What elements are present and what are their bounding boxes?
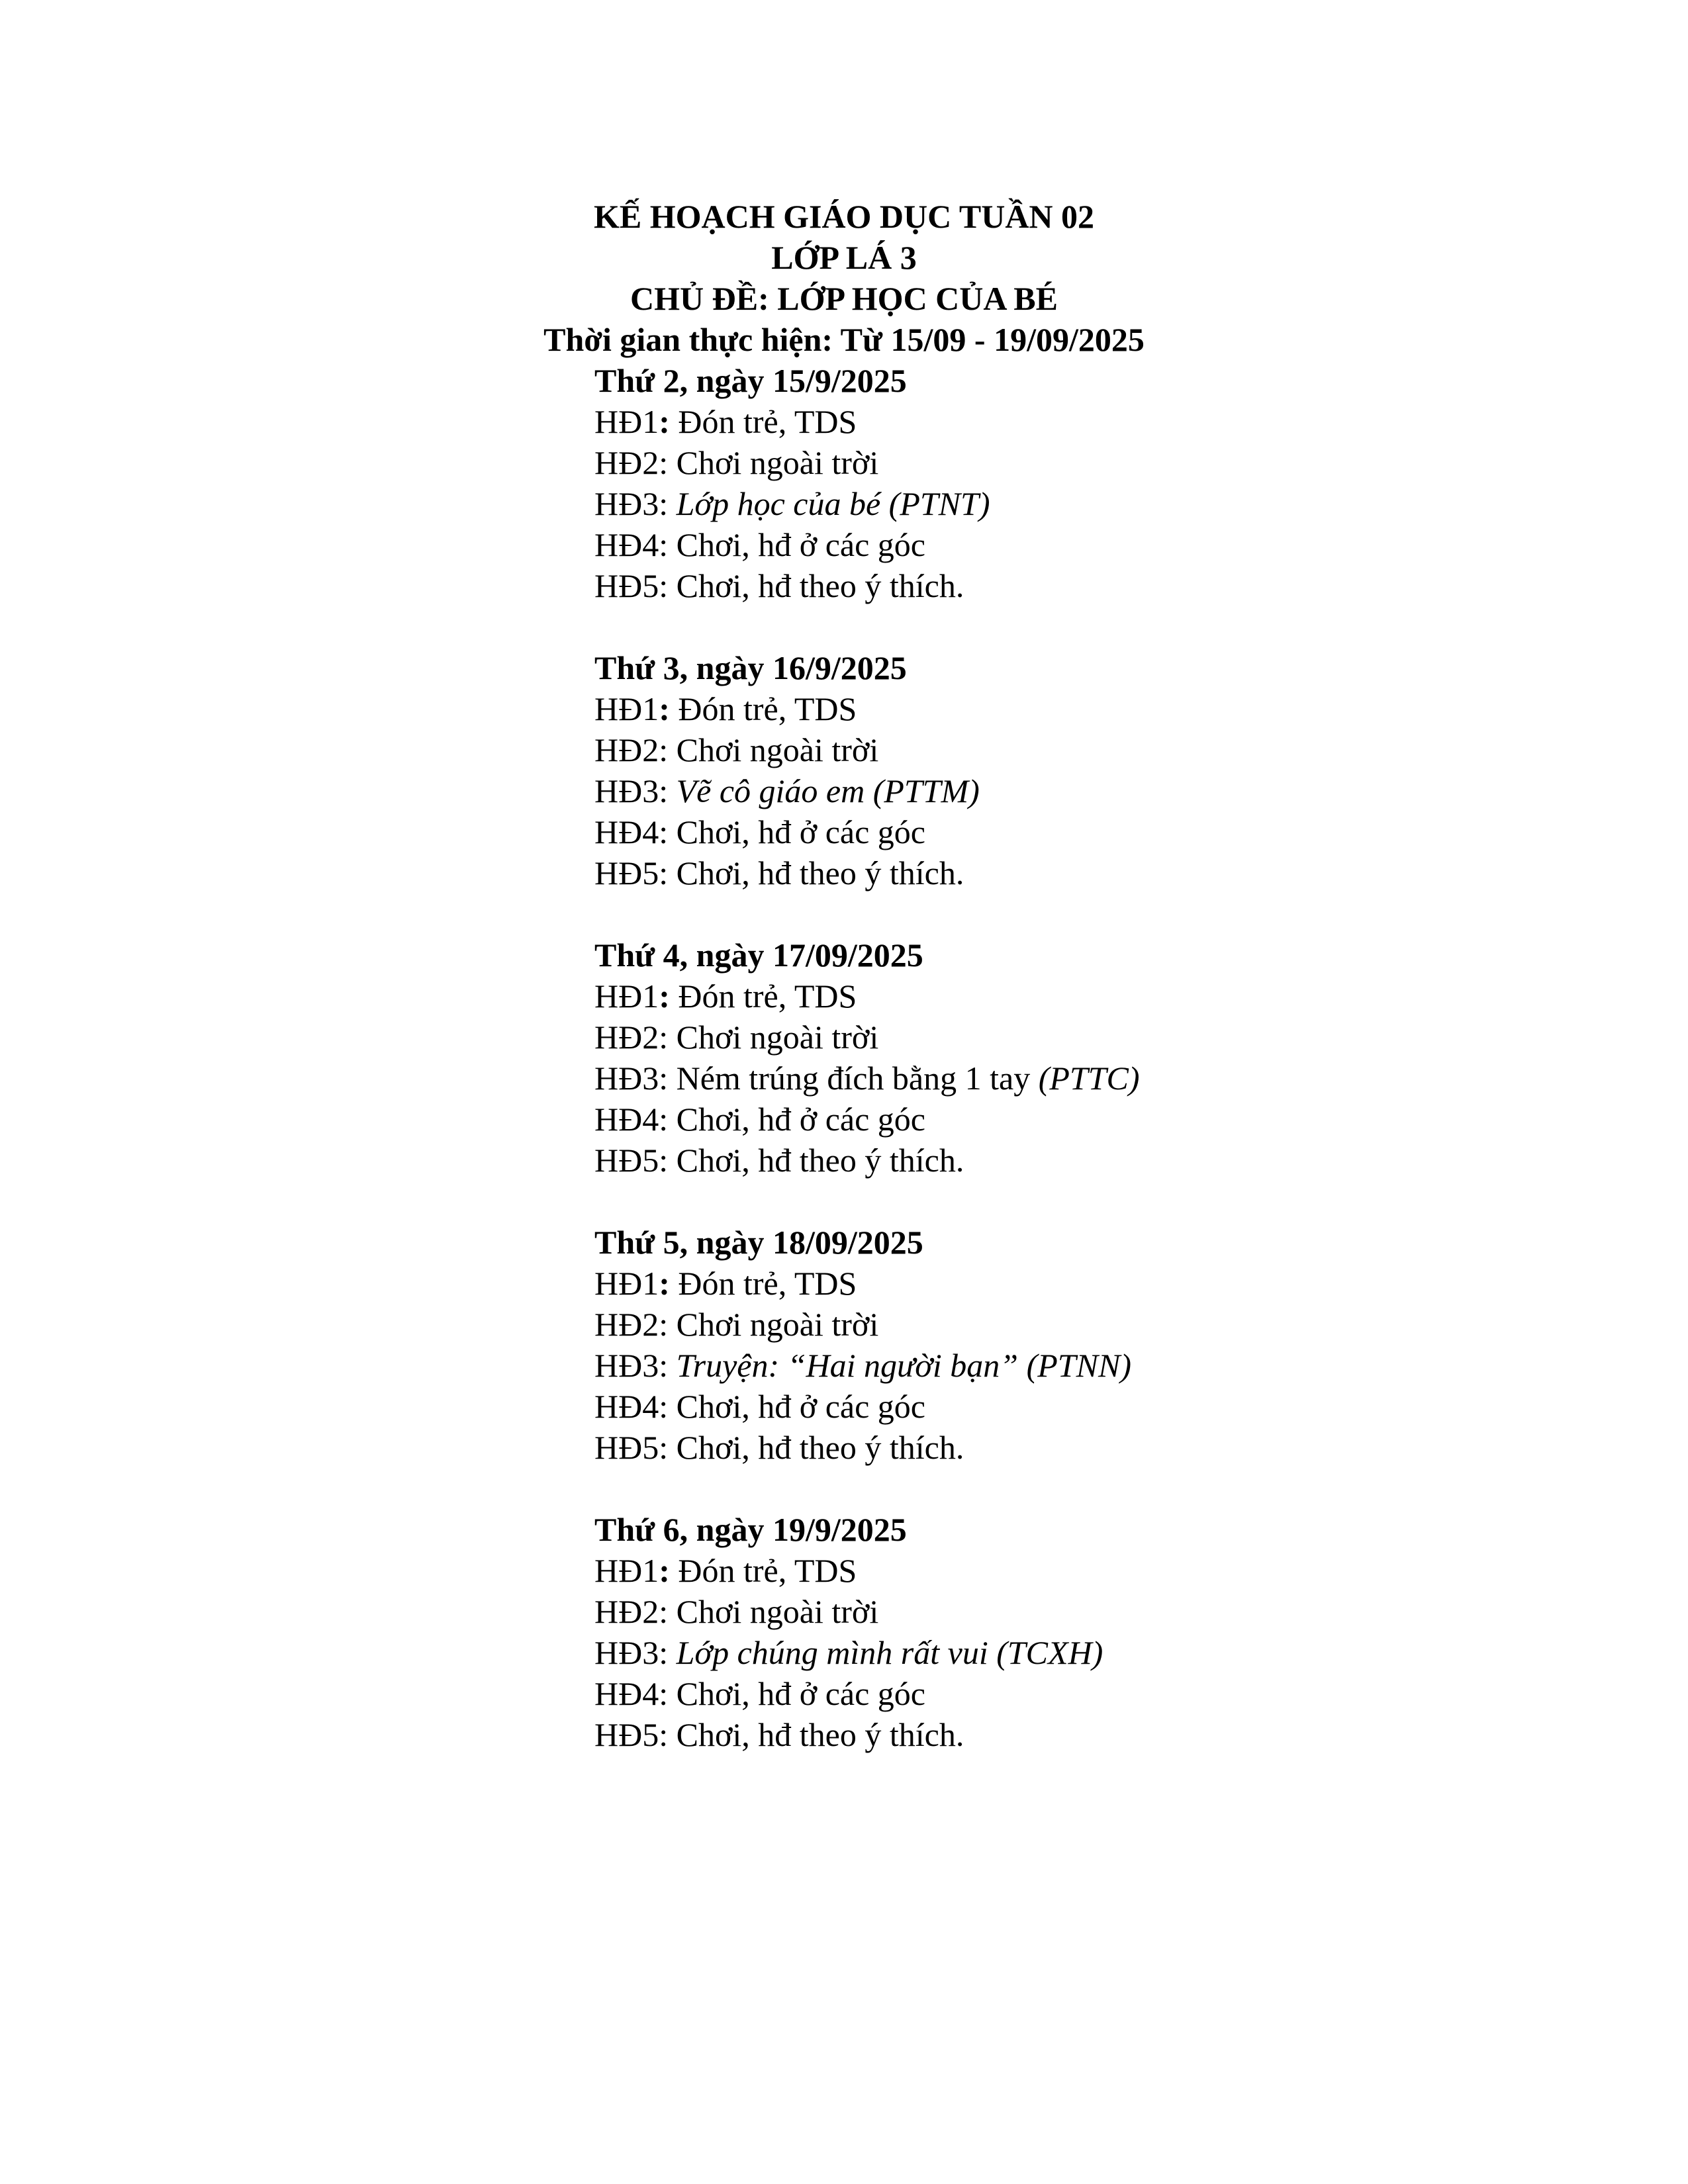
activity-hd5: [594, 1140, 1587, 1181]
activity-code: HĐ1: [594, 978, 659, 1015]
day-title: Thứ 2, ngày 15/9/2025: [594, 362, 907, 399]
activity-code: HĐ3:: [594, 1347, 677, 1384]
day-block-wednesday: [594, 934, 1587, 1181]
activity-hd1: [594, 688, 1587, 729]
activity-code: HĐ5:: [594, 1142, 677, 1179]
activity-code: HĐ4:: [594, 813, 677, 850]
activity-text: Chơi, hđ ở các góc: [676, 1388, 926, 1425]
day-block-monday: [594, 360, 1587, 606]
activity-code: HĐ3:: [594, 1060, 677, 1097]
activity-hd5: [594, 852, 1587, 893]
activity-hd3: [594, 1345, 1587, 1386]
activity-hd4: [594, 1099, 1587, 1140]
activity-hd5: [594, 1714, 1587, 1755]
activity-hd4: [594, 1673, 1587, 1714]
activity-text: Chơi, hđ ở các góc: [676, 813, 926, 850]
activity-hd3: [594, 1058, 1587, 1099]
activity-text: Chơi ngoài trời: [676, 1593, 879, 1630]
activity-text: Chơi ngoài trời: [676, 731, 879, 768]
activity-lesson: Vẽ cô giáo em (PTTM): [676, 772, 980, 809]
activity-code: HĐ4:: [594, 526, 677, 563]
activity-lesson: Lớp học của bé (PTNT): [676, 485, 990, 522]
activity-text: Chơi, hđ theo ý thích.: [676, 1142, 964, 1179]
activity-colon: :: [659, 1265, 670, 1302]
activity-hd3: [594, 1632, 1587, 1673]
activity-hd1: [594, 1263, 1587, 1304]
activity-text: Chơi, hđ theo ý thích.: [676, 567, 964, 604]
activity-hd1: [594, 1550, 1587, 1591]
activity-text: Chơi, hđ theo ý thích.: [676, 1716, 964, 1753]
time-period: Thời gian thực hiện: Từ 15/09 - 19/09/2025: [543, 321, 1145, 358]
activity-text: Đón trẻ, TDS: [669, 403, 857, 440]
theme-title: CHỦ ĐỀ: LỚP HỌC CỦA BÉ: [630, 280, 1058, 317]
activity-hd1: [594, 976, 1587, 1017]
plan-title: KẾ HOẠCH GIÁO DỤC TUẦN 02: [593, 198, 1095, 235]
activity-hd5: [594, 1427, 1587, 1468]
activity-code: HĐ5:: [594, 567, 677, 604]
day-title: Thứ 6, ngày 19/9/2025: [594, 1511, 907, 1548]
day-title: Thứ 4, ngày 17/09/2025: [594, 936, 923, 974]
activity-text: Chơi ngoài trời: [676, 1019, 879, 1056]
day-block-thursday: [594, 1222, 1587, 1468]
activity-hd2: [594, 1591, 1587, 1632]
activity-hd2: [594, 1017, 1587, 1058]
class-name: LỚP LÁ 3: [771, 239, 917, 276]
activity-code: HĐ1: [594, 690, 659, 727]
activity-hd2: [594, 1304, 1587, 1345]
activity-code: HĐ2:: [594, 1306, 677, 1343]
activity-code: HĐ5:: [594, 1429, 677, 1466]
activity-code: HĐ5:: [594, 1716, 677, 1753]
activity-code: HĐ2:: [594, 1019, 677, 1056]
activity-lesson: (PTTC): [1038, 1060, 1140, 1097]
activity-hd3: [594, 483, 1587, 524]
activity-lesson: Lớp chúng mình rất vui (TCXH): [676, 1634, 1103, 1671]
activity-text: Chơi ngoài trời: [676, 1306, 879, 1343]
activity-text: Đón trẻ, TDS: [669, 1552, 857, 1589]
activity-code: HĐ3:: [594, 1634, 677, 1671]
activity-code: HĐ1: [594, 403, 659, 440]
activity-text: Chơi, hđ theo ý thích.: [676, 1429, 964, 1466]
weekly-schedule: [594, 360, 1587, 1796]
activity-code: HĐ4:: [594, 1101, 677, 1138]
day-block-friday: [594, 1509, 1587, 1755]
day-block-tuesday: [594, 647, 1587, 893]
activity-text: Đón trẻ, TDS: [669, 978, 857, 1015]
activity-hd2: [594, 442, 1587, 483]
activity-code: HĐ2:: [594, 1593, 677, 1630]
activity-hd2: [594, 729, 1587, 770]
activity-text: Chơi, hđ theo ý thích.: [676, 854, 964, 891]
activity-text: Chơi, hđ ở các góc: [676, 1101, 926, 1138]
activity-code: HĐ5:: [594, 854, 677, 891]
activity-colon: :: [659, 978, 670, 1015]
activity-colon: :: [659, 690, 670, 727]
activity-code: HĐ1: [594, 1265, 659, 1302]
activity-text: Chơi ngoài trời: [676, 444, 879, 481]
document-header: [0, 196, 1688, 360]
activity-colon: :: [659, 1552, 670, 1589]
activity-code: HĐ2:: [594, 731, 677, 768]
activity-hd4: [594, 811, 1587, 852]
activity-code: HĐ3:: [594, 772, 677, 809]
activity-text: Chơi, hđ ở các góc: [676, 526, 926, 563]
activity-colon: :: [659, 403, 670, 440]
activity-text: Đón trẻ, TDS: [669, 690, 857, 727]
activity-code: HĐ1: [594, 1552, 659, 1589]
activity-text: Đón trẻ, TDS: [669, 1265, 857, 1302]
activity-hd1: [594, 401, 1587, 442]
activity-code: HĐ4:: [594, 1388, 677, 1425]
activity-hd3: [594, 770, 1587, 811]
day-title: Thứ 5, ngày 18/09/2025: [594, 1224, 923, 1261]
activity-text: Chơi, hđ ở các góc: [676, 1675, 926, 1712]
activity-hd4: [594, 524, 1587, 565]
activity-hd5: [594, 565, 1587, 606]
day-title: Thứ 3, ngày 16/9/2025: [594, 649, 907, 686]
activity-text: Ném trúng đích bằng 1 tay: [676, 1060, 1039, 1097]
activity-code: HĐ3:: [594, 485, 677, 522]
activity-hd4: [594, 1386, 1587, 1427]
activity-lesson: Truyện: “Hai người bạn” (PTNN): [676, 1347, 1131, 1384]
activity-code: HĐ4:: [594, 1675, 677, 1712]
activity-code: HĐ2:: [594, 444, 677, 481]
